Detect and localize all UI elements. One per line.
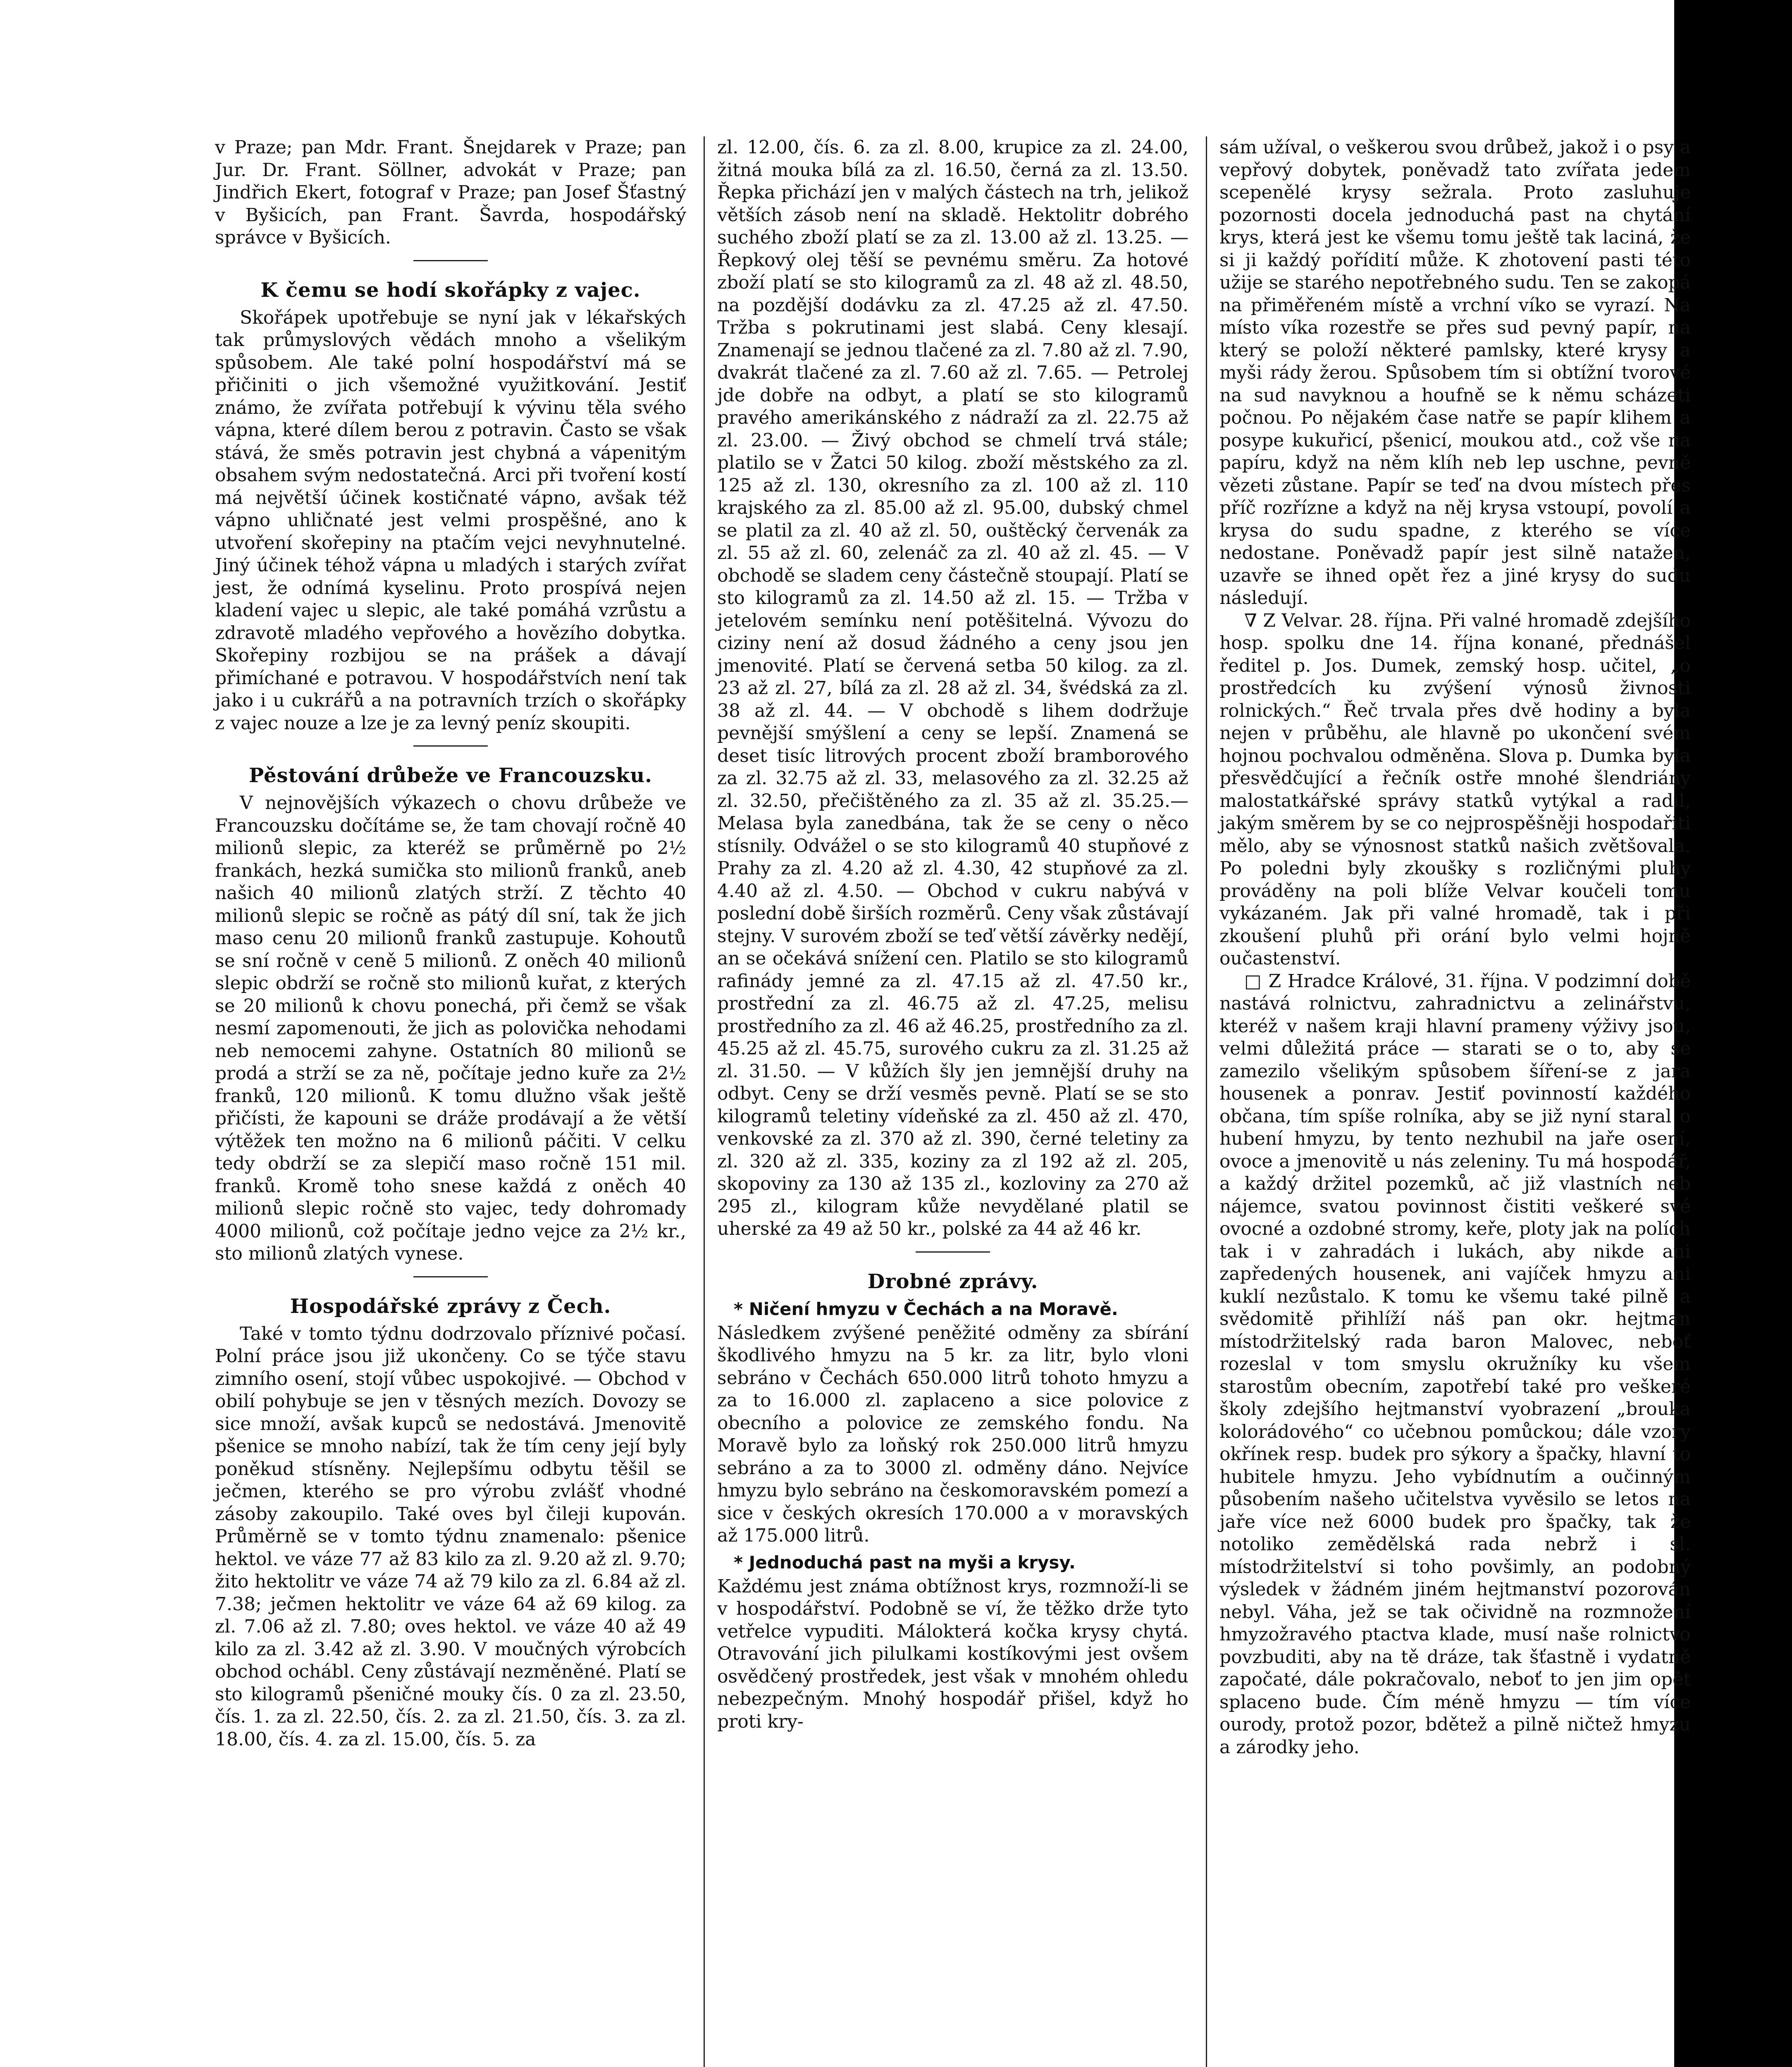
article-paragraph: sám užíval, o veškerou svou drůbež, jakož i o psy a vepřový dobytek, poněvadž tato zvířata jedem scepenělé krysy sežrala. Proto zasluhuje pozornosti docela jednoduchá past na chytání krys, která jest ke všemu tomu ještě tak laciná, že si ji každý pořídití může. K zhotovení pasti této užije se starého nepotřebného sudu. Ten se zakopá na přiměřeném místě a vrchní víko se vyrazí. Na místo víka rozestře se přes sud pevný papír, na který se položí některé pamlsky, které krysy a myši rády žerou. Spůsobem tím si obtížní tvorové na sud navyknou a houfně se k němu scházeti počnou. Po nějakém čase natře se papír klihem a posype kukuřicí, pšenicí, moukou atd., což vše na papíru, když na něm klíh neb lep uschne, pevně vězeti zůstane. Papír se teď na dvou místech přes příč rozřízne a když na něj krysa vstoupí, povolí a krysa do sudu spadne, z kterého se více nedostane. Poněvadž papír jest silně natažen, uzavře se ihned opět řez a jiné krysy do sudu následují. — [1219, 137, 1691, 609]
section-separator — [413, 745, 488, 747]
article-paragraph: V nejnovějších výkazech o chovu drůbeže ve Francouzsku dočítáme se, že tam chovají ročně 40 milionů slepic, za kteréž se průměrně po 2½ frankách, hezká sumička sto milionů franků, aneb našich 40 milionů zlatých strží. Z těchto 40 milionů slepic se ročně as pátý díl sní, tak že jich maso cenu 20 milionů franků zastupuje. Kohoutů se sní ročně v ceně 5 milionů. Z oněch 40 milionů slepic obdrží se ročně sto milionů kuřat, z kterých se 20 milionů k chovu ponechá, při čemž se však nesmí zapomenouti, že jich as polovička nehodami neb nemocemi zahyne. Ostatních 80 milionů se prodá a strží se za ně, počítaje jedno kuře za 2½ franků, 120 milionů. K tomu dlužno však ještě přičísti, že kapouni se dráže prodávají a že větší výtěžek ten možno na 6 milionů páčiti. V celku tedy obdrží se za slepičí maso ročně 151 mil. franků. Kromě toho snese každá z oněch 40 milionů slepic ročně sto vajec, tedy dohromady 4000 milionů, což počítaje jedno vejce za 2½ kr., sto milionů zlatých vynese. — [215, 792, 686, 1264]
article-heading: Pěstování drůbeže ve Francouzsku. — [249, 764, 652, 787]
article-paragraph: Každému jest známa obtížnost krys, rozmnoží-li se v hospodářství. Podobně se ví, že těžko drže tyto vetřelce vypuditi. Málokterá kočka krysy chytá. Otravování jich pilulkami kostíkovými jest ovšem osvědčený prostředek, jest však v mnohém ohledu nebezpečným. Mnohý hospodář přišel, když ho proti kry- — [717, 1575, 1188, 1732]
section-separator — [916, 1251, 990, 1253]
news-item-heading: * Ničení hmyzu v Čechách a na Moravě. — [734, 1298, 1118, 1319]
article-paragraph: zl. 12.00, čís. 6. za zl. 8.00, krupice za zl. 24.00, žitná mouka bílá za zl. 16.50, černá za zl. 13.50. Řepka přichází jen v malých částech na trh, jelikož větších zásob není na skladě. Hektolitr dobrého suchého zboží platí se za zl. 13.00 až zl. 13.25. — Řepkový olej těší se pevnému směru. Za hotové zboží platí se sto kilogramů za zl. 48 až zl. 48.50, na pozdější dodávku za zl. 47.25 až zl. 47.50. Tržba s pokrutinami jest slabá. Ceny klesají. Znamenají se jednou tlačené za zl. 7.80 až zl. 7.90, dvakrát tlačené za zl. 7.60 až zl. 7.65. — Petrolej jde dobře na odbyt, a platí se sto kilogramů pravého amerikánského z nádraží za zl. 22.75 až zl. 23.00. — Živý obchod se chmelí trvá stále; platilo se v Žatci 50 kilog. zboží městského za zl. 125 až zl. 130, okresního za zl. 100 až zl. 110 krajského za zl. 85.00 až zl. 95.00, dubský chmel se platil za zl. 40 až zl. 50, ouštěcký červenák za zl. 55 až zl. 60, zelenáč za zl. 40 až zl. 45. — V obchodě se sladem ceny částečně stoupají. Platí se sto kilogramů za zl. 14.50 až zl. 15. — Tržba v jetelovém semínku není potěšitelná. Vývozu do ciziny není až dosud žádného a ceny jsou jen jmenovité. Platí se červená setba 50 kilog. za zl. 23 až zl. 27, bílá za zl. 28 až zl. 34, švédská za zl. 38 až zl. 44. — V obchodě s lihem dodržuje pevnější smýšlení a ceny se lepší. Znamená se deset tisíc litrových procent zboží bramborového za zl. 32.75 až zl. 33, melasového za zl. 32.25 až zl. 32.50, přečištěného za zl. 35 až zl. 35.25.— Melasa byla zanedbána, tak že se ceny o něco stísnily. Odvážel o se sto kilogramů 40 stupňové z Prahy za zl. 4.20 až zl. 4.30, 42 stupňové za zl. 4.40 až zl. 4.50. — Obchod v cukru nabývá v poslední době širších rozměrů. Ceny však zůstávají stejny. V surovém zboží se teď větší závěrky nedějí, an se očekává snížení cen. Platilo se sto kilogramů rafinády jemné za zl. 47.15 až zl. 47.50 kr., prostřední za zl. 46.75 až zl. 47.25, melisu prostředního za zl. 46 až 46.25, prostředního za zl. 45.25 až zl. 45.75, surového cukru za zl. 31.25 až zl. 31.50. — V kůžích šly jen jemnější druhy na odbyt. Ceny se drží vesměs pevně. Platí se se sto kilogramů teletiny vídeňské za zl. 450 až zl. 470, venkovské za zl. 370 až zl. 390, černé teletiny za zl. 320 až zl. 335, koziny za zl 192 až zl. 205, skopoviny za 130 až 135 zl., kozloviny za 270 až 295 zl., kilogram kůže nevydělané platil se uherské za 49 až 50 kr., polské za 44 až 46 kr. — [717, 137, 1188, 1239]
scan-border-right — [1674, 0, 1792, 2067]
column-1 — [215, 136, 686, 1751]
article-paragraph: Také v tomto týdnu dodrzovalo příznivé počasí. Polní práce jsou již ukončeny. Co se týče stavu zimního osení, stojí vůbec uspokojivé. — Obchod v obilí pohybuje se jen v těsných mezích. Dovozy se sice množí, avšak kupců se nedostává. Jmenovitě pšenice se mnoho nabízí, tak že tím ceny její byly poněkud stísněny. Nejlepšímu odbytu těšil se ječmen, kterého se pro výrobu zvlášť vhodné zásoby zakoupilo. Také oves byl čileji kupován. Průměrně se v tomto týdnu znamenalo: pšenice hektol. ve váze 77 až 83 kilo za zl. 9.20 až zl. 9.70; žito hektolitr ve váze 74 až 79 kilo za zl. 6.84 až zl. 7.38; ječmen hektolitr ve váze 64 až 69 kilog. za zl. 7.06 až zl. 7.80; oves hektol. ve váze 40 až 49 kilo za zl. 3.42 až zl. 3.90. V moučných výrobcích obchod ochábl. Ceny zůstávají nezměněné. Platí se sto kilogramů pšeničné mouky čís. 0 za zl. 23.50, čís. 1. za zl. 22.50, čís. 2. za zl. 21.50, čís. 3. za zl. 18.00, čís. 4. za zl. 15.00, čís. 5. za — [215, 1323, 686, 1750]
article-paragraph: Následkem zvýšené peněžité odměny za sbírání škodlivého hmyzu na 5 kr. za litr, bylo vloni sebráno v Čechách 650.000 litrů tohoto hmyzu a za to 16.000 zl. zaplaceno a sice polovice z obecního a polovice ze zemského fondu. Na Moravě bylo za loňský rok 250.000 litrů hmyzu sebráno a za to 3000 zl. odměny dáno. Nejvíce hmyzu bylo sebráno na českomoravském pomezí a sice v českých okresích 170.000 a v moravských až 175.000 litrů. — [717, 1322, 1188, 1546]
section-separator — [413, 1276, 488, 1277]
article-paragraph: □ Z Hradce Králové, 31. října. V podzimní době nastává rolnictvu, zahradnictvu a zelinářstvu, kteréž v našem kraji hlavní prameny výživy jsou, velmi důležitá práce — starati se o to, aby se zamezilo všelikým spůsobem šíření-se z jara housenek a ponrav. Jestiť povinností každého občana, tím spíše rolníka, aby se již nyní staral o hubení hmyzu, by tento nezhubil na jaře osení, ovoce a jmenovitě u nás zeleniny. Tu má hospodář, a každý držitel pozemků, ač již vlastních neb nájemce, svatou povinnost čistiti veškeré své ovocné a ozdobné stromy, keře, ploty jak na polích tak i v zahradách i lukách, aby nikde ani zapředených housenek, ani vajíček hmyzu ani kuklí nezůstalo. K tomu ke všemu také pilně a svědomitě přihlíží náš pan okr. hejtman místodržitelský rada baron Malovec, neboť rozeslal v tom smyslu okružníky ku všem starostům obecním, zapotřebí také pro veškeré školy zdejšího hejtmanství vyobrazení „brouka kolorádového“ co učebnou pomůckou; dále vzory okřínek resp. budek pro sýkory a špačky, hlavní to hubitele hmyzu. Jeho vybídnutím a oučinným působením našeho učitelstva vyvěsilo se letos na jaře více než 6000 budek pro špačky, tak že notoliko zemědělská rada nebrž i sl. místodržitelství si toho povšimly, an podobný výsledek v žádném jiném hejtmanství pozorován nebyl. Váha, jež se tak očividně na rozmnožení hmyzožravého ptactva klade, musí naše rolnictvo povzbuditi, aby na tě dráze, tak šťastně i vydatně započaté, dále pokračovalo, neboť to jen jim opět splaceno bude. Čím méně hmyzu — tím více ourody, protož pozor, bdětež a pilně ničtež hmyzu a zárodky jeho. — [1219, 970, 1691, 1758]
column-divider — [704, 136, 705, 2067]
newspaper-page — [215, 136, 1691, 2067]
column-3 — [1219, 136, 1691, 1759]
article-heading: K čemu se hodí skořápky z vajec. — [260, 278, 641, 302]
article-paragraph: v Praze; pan Mdr. Frant. Šnejdarek v Praze; pan Jur. Dr. Frant. Söllner, advokát v Praze; pan Jindřich Ekert, fotograf v Praze; pan Josef Šťastný v Byšicích, pan Frant. Šavrda, hospodářský správce v Byšicích. — [215, 137, 686, 248]
column-2 — [717, 136, 1188, 1733]
news-item-heading: * Jednoduchá past na myši a krysy. — [734, 1552, 1076, 1573]
column-divider — [1206, 136, 1207, 2067]
article-heading: Hospodářské zprávy z Čech. — [290, 1294, 611, 1318]
article-paragraph: Skořápek upotřebuje se nyní jak v lékařských tak průmyslových vědách mnoho a všelikým spůsobem. Ale také polní hospodářství má se přičiniti o jich všemožné využitkování. Jestiť známo, že zvířata potřebují k vývinu těla svého vápna, které dílem berou z potravin. Často se však stává, že směs potravin jest chybná a vápenitým obsahem svým nedostatečná. Arci při tvoření kostí má největší účinek kostičnaté vápno, avšak též vápno uhličnaté jest velmi prospěšné, ano k utvoření skořepiny na ptačím vejci nevyhnutelné. Jiný účinek téhož vápna u mladých i starých zvířat jest, že odnímá kyselinu. Proto prospívá nejen kladení vajec u slepic, ale také pomáhá vzrůstu a zdravotě mladého vepřového a hovězího dobytka. Skořepiny rozbijou se na prášek a dávají přimíchané e potravou. V hospodářstvích není tak jako i u cukrářů a na potravních trzích o skořápky z vajec nouze a lze je za levný peníz skoupiti. — [215, 307, 686, 734]
section-separator — [413, 260, 488, 261]
article-heading: Drobné zprávy. — [867, 1270, 1038, 1293]
article-paragraph: ∇ Z Velvar. 28. října. Při valné hromadě zdejšího hosp. spolku dne 14. října konané, přednášel ředitel p. Jos. Dumek, zemský hosp. učitel, „o prostředcích ku zvýšení výnosů živnosti rolnických.“ Řeč trvala přes dvě hodiny a byla nejen v průběhu, ale hlavně po ukončení svém hojnou pochvalou odměněna. Slova p. Dumka byla přesvědčující a řečník ostře mnohé šlendriány malostatkářské správy statků vytýkal a radil, jakým směrem by se co nejprospěšněji hospodařiti mělo, aby se výnosnost statků našich zvětšovala. Po poledni byly zkoušky s rozličnými pluhy prováděny na poli blíže Velvar koučeli tomu vykázaném. Jak při valné hromadě, tak i při zkoušení pluhů při orání bylo velmi hojně oučastenství. — [1219, 610, 1691, 969]
